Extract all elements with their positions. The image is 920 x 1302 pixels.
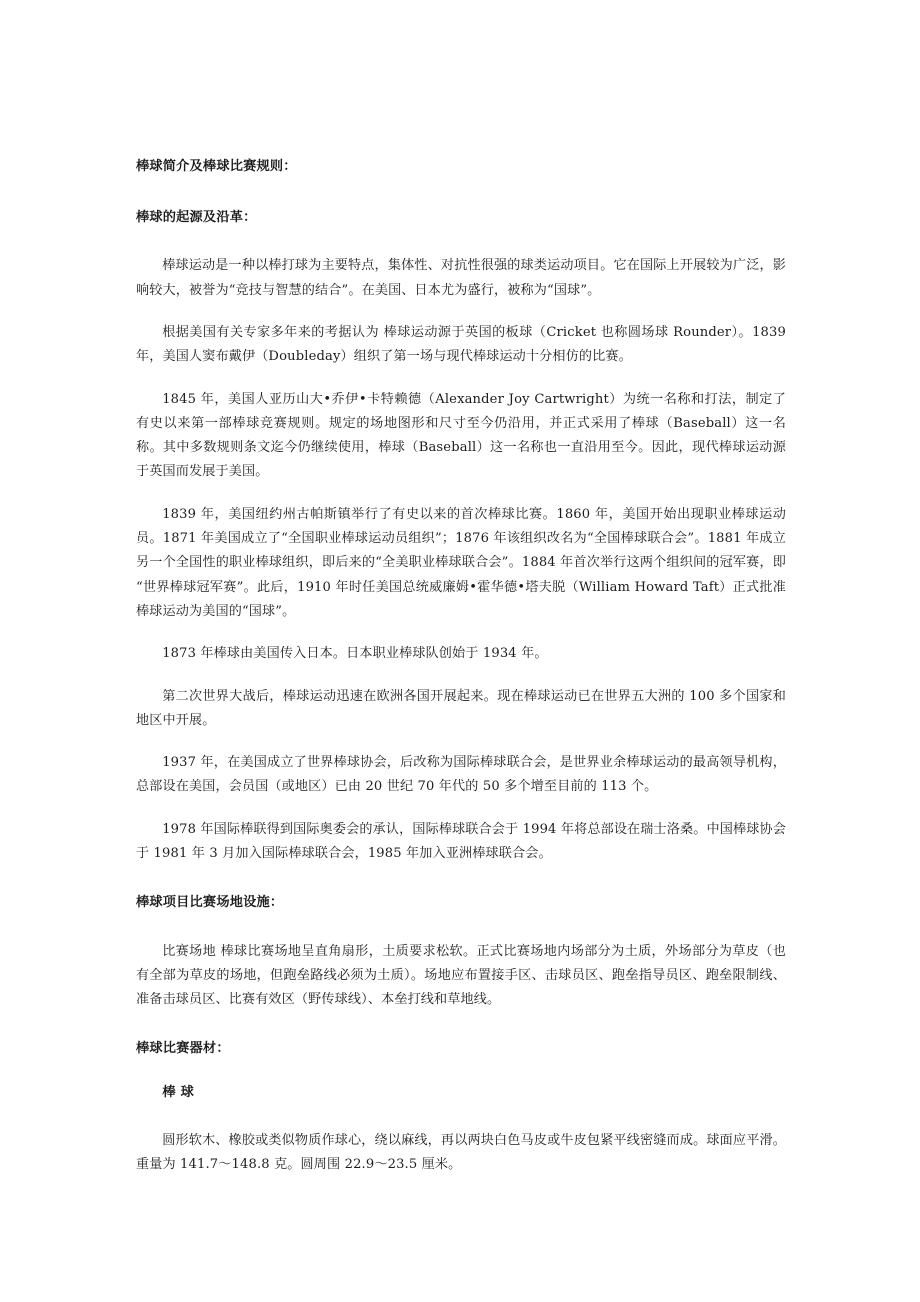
paragraph: 1937 年，在美国成立了世界棒球协会，后改称为国际棒球联合会，是世界业余棒球运动的最高领导机构，总部设在美国，会员国（或地区）已由 20 世纪 70 年代的 50 多个增至目前的 113 个。 bbox=[136, 755, 786, 795]
spacer bbox=[136, 667, 786, 685]
paragraph: 1839 年，美国纽约州古帕斯镇举行了有史以来的首次棒球比赛。1860 年，美国开始出现职业棒球运动员。1871 年美国成立了“全国职业棒球运动员组织”；1876 年该组织改名为“全国棒球联合会”。1881 年成立另一个全国性的职业棒球组织，即后来的“全美职业棒球联合会”。1884 年首次举行这两个组织间的冠军赛，即“世界棒球冠军赛”。此后，1910 年时任美国总统威廉姆•霍华德•塔夫脱（William Howard Taft）正式批准棒球运动为美国的“国球”。 bbox=[136, 506, 786, 619]
paragraph: 1873 年棒球由美国传入日本。日本职业棒球队创始于 1934 年。 bbox=[162, 646, 548, 662]
paragraph: 第二次世界大战后，棒球运动迅速在欧洲各国开展起来。现在棒球运动已在世界五大洲的 100 多个国家和地区中开展。 bbox=[136, 688, 786, 728]
spacer bbox=[136, 485, 786, 503]
paragraph: 圆形软木、橡胶或类似物质作球心，绕以麻线，再以两块白色马皮或牛皮包紧平线密缝而成。球面应平滑。重量为 141.7～148.8 克。圆周围 22.9～23.5 厘米。 bbox=[136, 1132, 786, 1173]
section-heading-equipment: 棒球比赛器材： bbox=[136, 1041, 230, 1057]
document-body bbox=[136, 160, 786, 1177]
paragraph: 棒球运动是一种以棒打球为主要特点，集体性、对抗性很强的球类运动项目。它在国际上开展较为广泛，影响较大，被誉为“竞技与智慧的结合”。在美国、日本尤为盛行，被称为“国球”。 bbox=[136, 258, 786, 298]
spacer bbox=[136, 866, 786, 896]
spacer bbox=[136, 370, 786, 388]
spacer bbox=[136, 1099, 786, 1129]
spacer bbox=[136, 173, 786, 211]
paragraph: 根据美国有关专家多年来的考据认为 棒球运动源于英国的板球（Cricket 也称圆场球 Rounder）。1839 年，美国人窦布戴伊（Doubleday）组织了第一场与现代棒球运动十分相仿的比赛。 bbox=[136, 325, 786, 365]
paragraph: 比赛场地 棒球比赛场地呈直角扇形，土质要求松软。正式比赛场地内场部分为土质，外场部分为草皮（也有全部为草皮的场地，但跑垒路线必须为土质）。场地应布置接手区、击球员区、跑垒指导员区、跑垒限制线、准备击球员区、比赛有效区（野传球线）、本垒打线和草地线。 bbox=[136, 943, 786, 1008]
section-heading-venue: 棒球项目比赛场地设施： bbox=[136, 895, 284, 911]
spacer bbox=[136, 733, 786, 751]
spacer bbox=[136, 224, 786, 254]
section-heading-origin: 棒球的起源及沿革： bbox=[136, 210, 257, 226]
paragraph: 1978 年国际棒联得到国际奥委会的承认，国际棒球联合会于 1994 年将总部设在瑞士洛桑。中国棒球协会于 1981 年 3 月加入国际棒球联合会，1985 年加入亚洲棒球联合会。 bbox=[136, 821, 786, 862]
page-title: 棒球简介及棒球比赛规则： bbox=[136, 159, 297, 174]
spacer bbox=[136, 910, 786, 940]
spacer bbox=[136, 800, 786, 818]
subsection-heading-ball: 棒 球 bbox=[162, 1084, 194, 1100]
paragraph: 1845 年，美国人亚历山大•乔伊•卡特赖德（Alexander Joy Cartwright）为统一名称和打法，制定了有史以来第一部棒球竞赛规则。规定的场地图形和尺寸至今仍沿用，并正式采用了棒球（Baseball）这一名称。其中多数规则条文迄今仍继续使用，棒球（Baseball）这一名称也一直沿用至今。因此，现代棒球运动源于英国而发展于美国。 bbox=[136, 391, 786, 480]
spacer bbox=[136, 1012, 786, 1042]
spacer bbox=[136, 1056, 786, 1086]
spacer bbox=[136, 303, 786, 321]
spacer bbox=[136, 624, 786, 642]
